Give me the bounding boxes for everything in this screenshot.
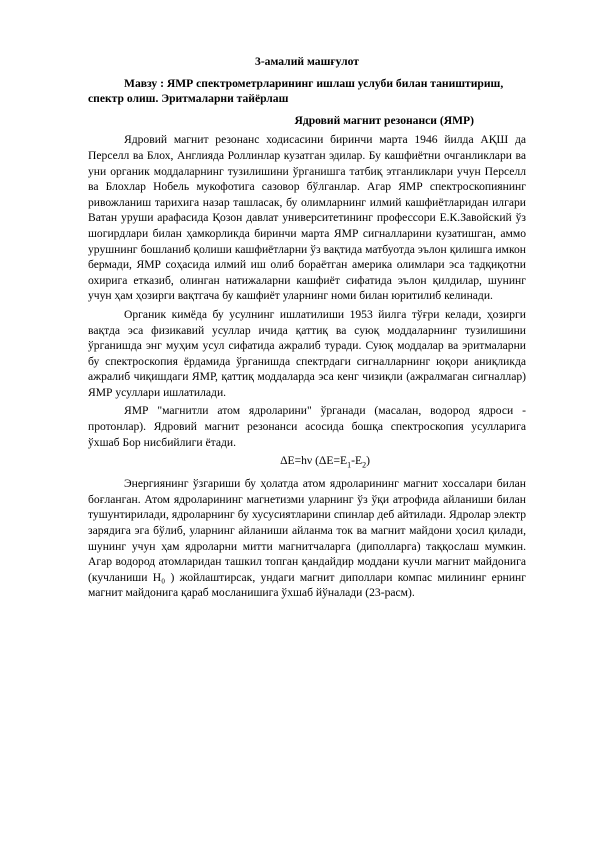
paragraph-nmr-nuclei: ЯМР "магнитли атом ядроларини" ўрганади (масалан, водород ядроси - протонлар). Ядровий магнит резонанси асосида бошқа спектроскопия усулларига ўхшаб Бор нисбийлиги ётади. [88,404,526,449]
section-title: Ядровий магнит резонанси (ЯМР) [294,113,474,127]
formula-sub-1: 1 [347,460,352,470]
document-page [88,54,526,604]
paragraph-history: Ядровий магнит резонанс ходисасини биринчи марта 1946 йилда АҚШ да Перселл ва Блох, Англияда Роллинлар кузатган эдилар. Бу кашфиётни очганликлари ва уни органик моддаларнинг тузилишини ўрганишга татбиқ этганликлари учун Перселл ва Блохлар Нобель мукофотига сазовор бўлганлар. Агар ЯМР спектроскопиянинг ривожланиш тарихига назар ташласак, бу олимларнинг илмий кашфиётларидан илгари Ватан уруши арафасида Қозон давлат университетининг профессори Е.К.Завойский ўз шогирдлари билан ҳамкорликда биринчи марта ЯМР сигналларини кузатишган, аммо урушнинг бошланиб қолиши кашфиётларни ўз вақтида матбуотда эълон қилишга имкон бермади, ЯМР соҳасида илмий иш олиб бораётган америка олимлари эса тадқиқотни охирига етказиб, олинган натижаларни кашфиёт сифатида эълон қилдилар, шунинг учун ҳам ҳозирги вақтгача бу кашфиёт уларнинг номи билан юритилиб келинади. [88,133,526,303]
energy-formula [124,453,526,473]
paragraph-energy: Энергиянинг ўзгариши бу ҳолатда атом ядроларининг магнит хоссалари билан боғланган. Атом ядроларининг магнетизми уларнинг ўз ўқи атрофида айланиши билан тушунтирилади, ядроларнинг бу хусусиятларини спинлар деб айтилади. Ядролар электр зарядига эга бўлиб, уларнинг айланиши айланма ток ва магнит майдони ҳосил қилади, шунинг учун ҳам ядроларни митти магнитчаларга (диполларга) таққослаш мумкин. Агар водород атомларидан ташкил топган қандайдир моддани кучли магнит майдонига (кучланиши H₀ ) жойлаштирсак, ундаги магнит диполлари компас милининг ернинг магнит майдонига қараб мосланишига ўхшаб йўналади (23-расм). [88,477,526,600]
paragraph-organic-chemistry: Органик кимёда бу усулнинг ишлатилиши 1953 йилга тўғри келади, ҳозирги вақтда эса физикавий усуллар ичида қаттиқ ва суюқ моддаларнинг тузилишини ўрганишда энг муҳим усул сифатида ажралиб туради. Суюқ моддалар ва эритмаларни бу спектроскопия ёрдамида ўрганишда спектрдаги сигналларнинг юқори аниқликда ажралиб чиқишдаги ЯМР, қаттиқ моддаларда эса кенг чизиқли (ажралмаган сигналлар) ЯМР усуллари ишлатилади. [88,307,526,399]
page-title: 3-амалий машғулот [255,55,359,68]
formula-main: ΔE=hν (ΔE=E [280,454,348,468]
formula-sub-2: 2 [362,460,367,470]
formula-close: ) [366,454,370,468]
formula-dash: -E [351,454,363,468]
topic-heading: Мавзу : ЯМР спектрометрларининг ишлаш услуби билан таништириш, спектр олиш. Эритмаларни тайёрлаш [88,76,504,106]
